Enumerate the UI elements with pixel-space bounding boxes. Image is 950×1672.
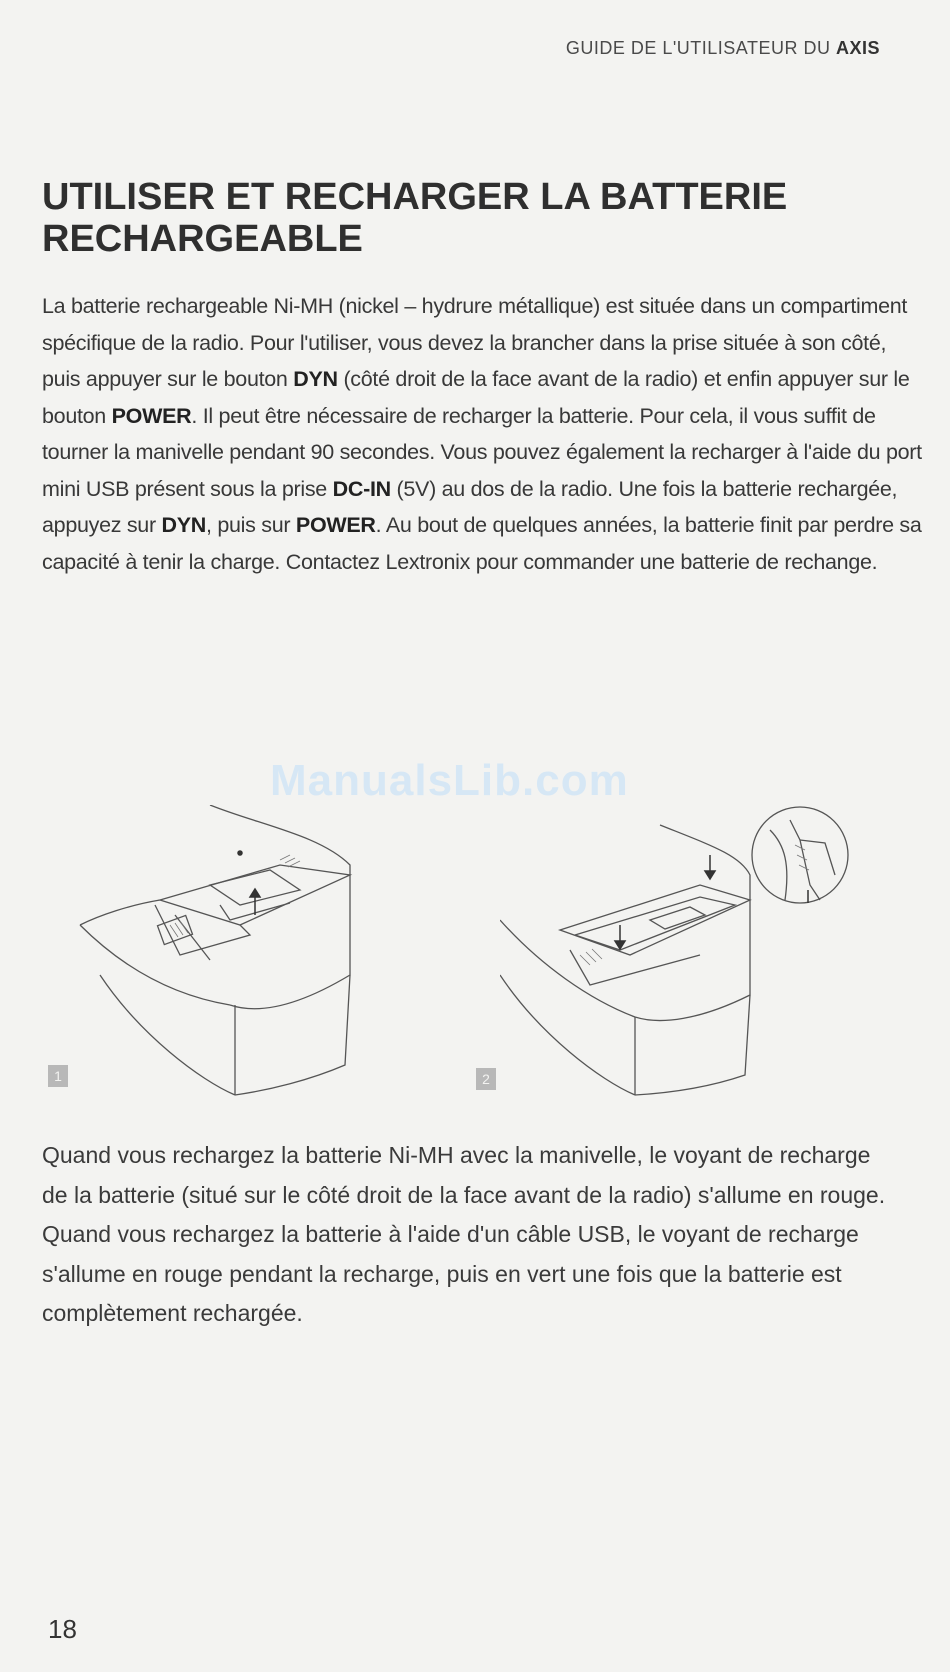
- figure-2-label: 2: [476, 1068, 496, 1090]
- running-header: [566, 38, 880, 59]
- text-run: . Il peut être nécessaire de recharger la batterie. Pour cela, il vous suffit de tourner la manivelle pendant 90 secondes. Vous pouvez également la recharger à l'aide du port mini USB présent sous la prise: [42, 403, 922, 501]
- text-run: (côté droit de la face avant de la radio) et enfin appuyer sur le bouton: [42, 367, 910, 428]
- text-run: (5V) au dos de la radio. Une fois la batterie rechargée, appuyez sur: [42, 476, 898, 537]
- text-run: La batterie rechargeable Ni-MH (nickel – hydrure métallique) est située dans un compartiment spécifique de la radio. Pour l'utiliser, vous devez la brancher dans la prise située à son côté, puis appuyer sur le bouton: [42, 294, 908, 391]
- page-number: 18: [48, 1614, 77, 1644]
- section-title: UTILISER ET RECHARGER LA BATTERIE RECHARGEABLE: [42, 176, 788, 260]
- running-title: GUIDE DE L'UTILISATEUR DU: [565, 38, 831, 58]
- dyn-button-label: DYN: [293, 367, 338, 391]
- battery-compartment-illustration-1: [60, 805, 400, 1105]
- power-button-label: POWER: [111, 403, 192, 428]
- charging-indicator-paragraph: Quand vous rechargez la batterie Ni-MH avec la manivelle, le voyant de recharge de la batterie (situé sur le côté droit de la face avant de la radio) s'allume en rouge. Quand vous rechargez la batterie à l'aide d'un câble USB, le voyant de recharge s'allume en rouge pendant la recharge, puis en vert une fois que la batterie est complètement rechargée.: [42, 1142, 886, 1326]
- battery-compartment-illustration-2: [500, 805, 900, 1105]
- power-button-label: POWER: [295, 513, 376, 537]
- brand-name: AXIS: [835, 38, 880, 58]
- watermark: ManualsLib.com: [270, 756, 629, 805]
- dc-in-label: DC-IN: [332, 476, 391, 501]
- figure-1-label: 1: [48, 1065, 68, 1087]
- dyn-button-label: DYN: [161, 513, 207, 537]
- battery-usage-paragraph: [42, 288, 922, 580]
- text-run: . Au bout de quelques années, la batterie finit par perdre sa capacité à tenir la charge. Contactez Lextronix pour commander une batterie de rechange.: [42, 513, 922, 574]
- text-run: , puis sur: [206, 513, 296, 537]
